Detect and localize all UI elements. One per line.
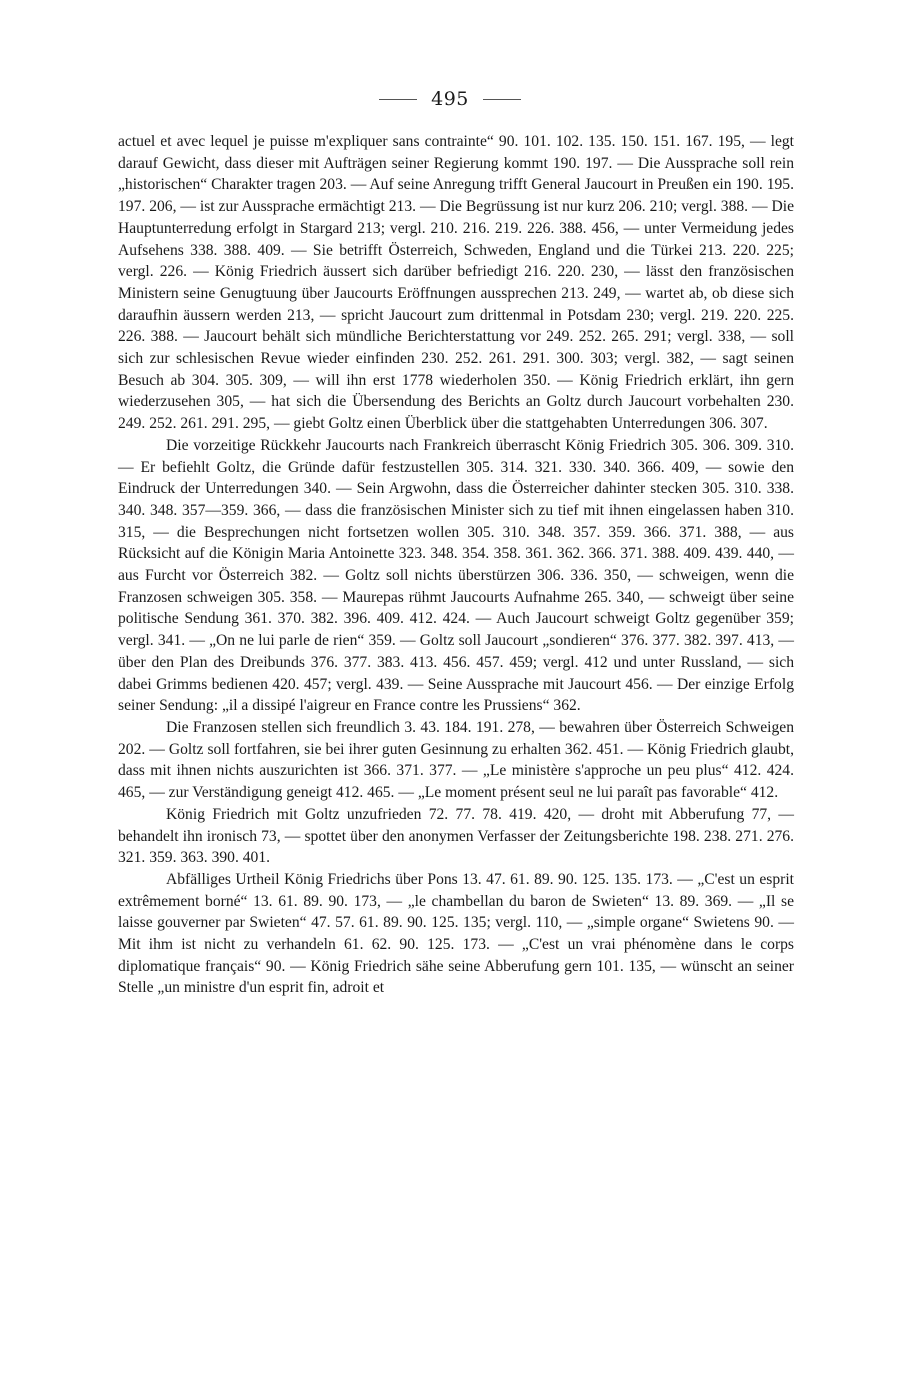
paragraph-pons-judgement: Abfälliges Urtheil König Friedrichs über Pons 13. 47. 61. 89. 90. 125. 135. 173. — „C'est un esprit extrêmement borné“ 13. 61. 89. 90. 173, — „le chambellan du baron de Swieten“ 13. 89. 369. — „Il se laisse gouverner par Swieten“ 47. 57. 61. 89. 90. 125. 135; vergl. 110, — „simple organe“ Swietens 90. — Mit ihm ist nicht zu verhandeln 61. 62. 90. 125. 173. — „C'est un vrai phénomène dans le corps diplomatique français“ 90. — König Friedrich sähe seine Abberufung gern 101. 135, — wünscht an seiner Stelle „un ministre d'un esprit fin, adroit et [118, 870, 794, 997]
page-number: 495 [431, 88, 469, 110]
header-rule-right [483, 99, 521, 100]
paragraph-jaucourt-return: Die vorzeitige Rückkehr Jaucourts nach Frankreich überrascht König Friedrich 305. 306. 309. 310. — Er befiehlt Goltz, die Gründe dafür festzustellen 305. 314. 321. 330. 340. 366. 409, — sowie den Eindruck der Unterredungen 340. — Sein Argwohn, dass die Österreicher dahinter stecken 305. 310. 338. 340. 348. 357—359. 366, — dass die französischen Minister sich zu tief mit ihnen eingelassen haben 310. 315, — die Besprechungen nicht fortsetzen wollen 305. 310. 348. 357. 359. 366. 371. 388, — aus Rücksicht auf die Königin Maria Antoinette 323. 348. 354. 358. 361. 362. 366. 371. 388. 409. 439. 440, — aus Furcht vor Österreich 382. — Goltz soll nichts überstürzen 306. 336. 350, — schweigen, wenn die Franzosen schweigen 305. 358. — Maurepas rühmt Jaucourts Aufnahme 265. 340, — schweigt über seine politische Sendung 361. 370. 382. 396. 409. 412. 424. — Auch Jaucourt schweigt Goltz gegenüber 359; vergl. 341. — „On ne lui parle de rien“ 359. — Goltz soll Jaucourt „sondieren“ 376. 377. 382. 397. 413, — über den Plan des Dreibunds 376. 377. 383. 413. 456. 457. 459; vergl. 412 und unter Russland, — sich dabei Grimms bedienen 420. 457; vergl. 439. — Seine Aussprache mit Jaucourt 456. — Der einzige Erfolg seiner Sendung: „il a dissipé l'aigreur en France contre les Prussiens“ 362. [118, 436, 794, 715]
paragraph-goltz-dissatisfaction: König Friedrich mit Goltz unzufrieden 72. 77. 78. 419. 420, — droht mit Abberufung 77, — behandelt ihn ironisch 73, — spottet über den anonymen Verfasser der Zeitungsberichte 198. 238. 271. 276. 321. 359. 363. 390. 401. [118, 805, 794, 867]
paragraph-continuation: actuel et avec lequel je puisse m'expliquer sans contrainte“ 90. 101. 102. 135. 150. 151. 167. 195, — legt darauf Gewicht, dass dieser mit Aufträgen seiner Regierung kommt 190. 197. — Die Aussprache soll rein „historischen“ Charakter tragen 203. — Auf seine Anregung trifft General Jaucourt in Preußen ein 190. 195. 197. 206, — ist zur Aussprache ermächtigt 213. — Die Begrüssung ist nur kurz 206. 210; vergl. 388. — Die Hauptunterredung erfolgt in Stargard 213; vergl. 210. 216. 219. 226. 388. 456, — unter Vermeidung jedes Aufsehens 338. 388. 409. — Sie betrifft Österreich, Schweden, England und die Türkei 213. 220. 225; vergl. 226. — König Friedrich äussert sich darüber befriedigt 216. 220. 230, — lässt den französischen Ministern seine Genugtuung über Jaucourts Eröffnungen aussprechen 213. 249, — wartet ab, ob diese sich daraufhin äussern werden 213, — spricht Jaucourt zum drittenmal in Potsdam 230; vergl. 219. 220. 225. 226. 388. — Jaucourt behält sich mündliche Berichterstattung vor 249. 252. 265. 291; vergl. 338, — soll sich zur schlesischen Revue wieder einfinden 230. 252. 261. 291. 300. 303; vergl. 382, — sagt seinen Besuch ab 304. 305. 309, — will ihn erst 1778 wiederholen 350. — König Friedrich erklärt, ihn gern wiederzusehen 305, — hat sich die Übersendung des Berichts an Goltz durch Jaucourt vorbehalten 230. 249. 252. 261. 291. 295, — giebt Goltz einen Überblick über die stattgehabten Unterredungen 306. 307. [118, 133, 794, 433]
header-rule-left [379, 99, 417, 100]
page-header [0, 88, 900, 110]
paragraph-french-friendly: Die Franzosen stellen sich freundlich 3. 43. 184. 191. 278, — bewahren über Österreich Schweigen 202. — Goltz soll fortfahren, sie bei ihrer guten Gesinnung zu erhalten 362. 451. — König Friedrich glaubt, dass mit ihnen nichts auszurichten ist 366. 371. 377. — „Le ministère s'approche un peu plus“ 412. 424. 465, — zur Verständigung geneigt 412. 465. — „Le moment présent seul ne lui paraît pas favorable“ 412. [118, 718, 794, 802]
index-text [118, 131, 794, 999]
